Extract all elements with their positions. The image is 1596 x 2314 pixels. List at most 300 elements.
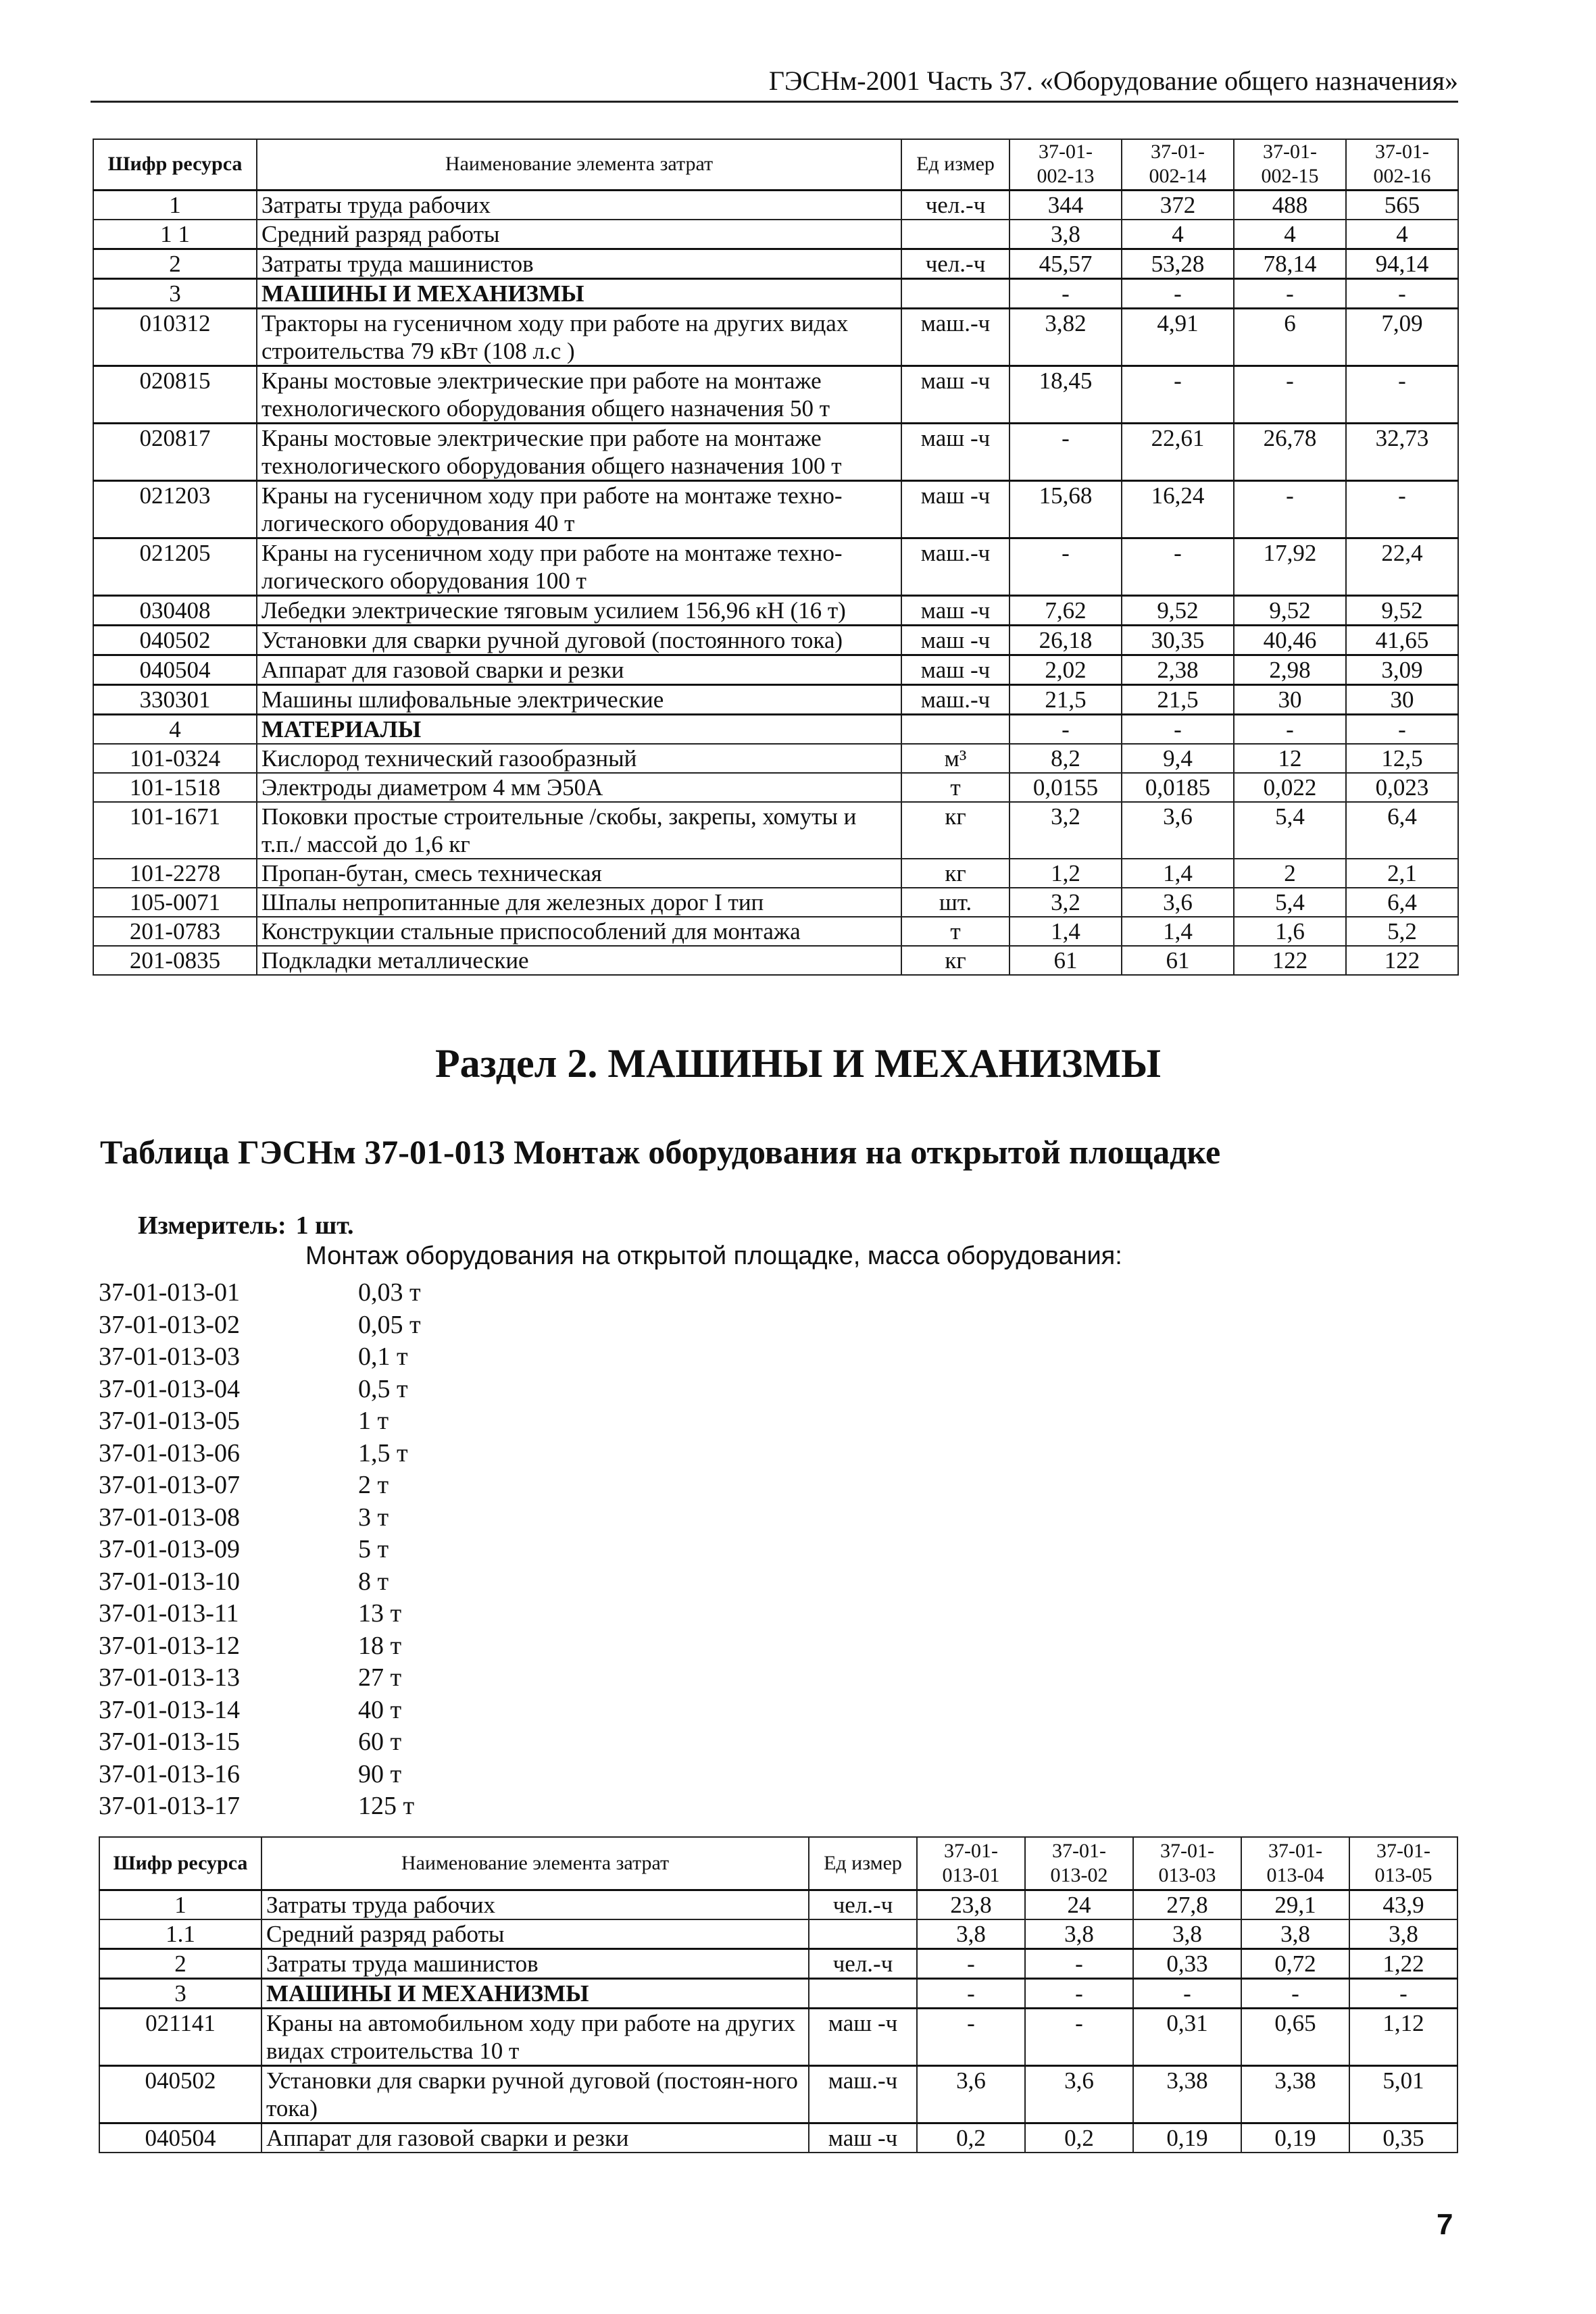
cell-code: 105-0071 xyxy=(93,888,257,917)
table-row xyxy=(99,2008,1457,2065)
cell-value: 12 xyxy=(1234,744,1346,773)
cell-unit: маш -ч xyxy=(901,423,1009,480)
cell-value: 344 xyxy=(1009,190,1122,220)
cell-name: Краны на автомобильном ходу при работе на других видах строительства 10 т xyxy=(261,2008,809,2065)
table-row xyxy=(93,655,1458,684)
cell-value: 565 xyxy=(1346,190,1458,220)
table-title: Таблица ГЭСНм 37-01-013 Монтаж оборудования на открытой площадке xyxy=(100,1133,1221,1171)
table-row xyxy=(93,480,1458,538)
table-row xyxy=(93,773,1458,802)
cell-value: 3,6 xyxy=(1025,2065,1133,2123)
variant-code: 37-01-013-06 xyxy=(99,1438,240,1467)
cell-value: 0,022 xyxy=(1234,773,1346,802)
cell-value: 0,19 xyxy=(1133,2123,1241,2153)
table-row xyxy=(99,2123,1457,2153)
variant-list xyxy=(99,1277,421,1823)
cell-unit xyxy=(809,1978,917,2008)
cell-value: 3,8 xyxy=(1025,1919,1133,1949)
cell-value: 0,0155 xyxy=(1009,773,1122,802)
cell-value: 5,4 xyxy=(1234,802,1346,859)
table-row xyxy=(93,278,1458,308)
table-row xyxy=(93,366,1458,423)
cell-code: 1 1 xyxy=(93,220,257,249)
cell-value: 1,6 xyxy=(1234,917,1346,946)
cell-value: 21,5 xyxy=(1122,684,1234,714)
cell-name: Шпалы непропитанные для железных дорог I тип xyxy=(257,888,901,917)
cell-name: Лебедки электрические тяговым усилием 156,96 кН (16 т) xyxy=(257,595,901,625)
cell-unit: чел.-ч xyxy=(901,249,1009,278)
cell-name: Средний разряд работы xyxy=(257,220,901,249)
cell-value: 61 xyxy=(1122,946,1234,975)
cell-value: 40,46 xyxy=(1234,625,1346,655)
cell-value: 6,4 xyxy=(1346,802,1458,859)
cell-value: 1,22 xyxy=(1349,1948,1457,1978)
table-row xyxy=(93,190,1458,220)
variant-code: 37-01-013-17 xyxy=(99,1792,240,1820)
cell-value: 4,91 xyxy=(1122,308,1234,366)
variant-code: 37-01-013-05 xyxy=(99,1407,240,1435)
cell-value: - xyxy=(1346,366,1458,423)
resource-table-002 xyxy=(93,139,1459,976)
cell-name: Краны на гусеничном ходу при работе на монтаже техно-логического оборудования 40 т xyxy=(257,480,901,538)
table-row xyxy=(99,1919,1457,1949)
cell-value: - xyxy=(1234,714,1346,744)
cell-name: Установки для сварки ручной дуговой (постоян-ного тока) xyxy=(261,2065,809,2123)
table-row xyxy=(93,220,1458,249)
col-header-variant: 37-01- 002-14 xyxy=(1122,139,1234,190)
variant-item xyxy=(99,1277,421,1309)
resource-table-013 xyxy=(99,1836,1458,2153)
cell-unit: маш -ч xyxy=(901,366,1009,423)
cell-value: - xyxy=(917,1978,1025,2008)
cell-value: 3,82 xyxy=(1009,308,1122,366)
table-row xyxy=(93,423,1458,480)
cell-code: 040504 xyxy=(99,2123,261,2153)
variant-code: 37-01-013-14 xyxy=(99,1695,240,1724)
cell-value: 372 xyxy=(1122,190,1234,220)
cell-name: Средний разряд работы xyxy=(261,1919,809,1949)
running-header: ГЭСНм-2001 Часть 37. «Оборудование общего назначения» xyxy=(91,65,1458,103)
cell-value: - xyxy=(1009,278,1122,308)
cell-value: 1,4 xyxy=(1122,917,1234,946)
cell-unit: чел.-ч xyxy=(901,190,1009,220)
cell-value: 2 xyxy=(1234,859,1346,888)
cell-value: - xyxy=(1133,1978,1241,2008)
cell-code: 4 xyxy=(93,714,257,744)
variant-item xyxy=(99,1566,421,1599)
variant-item xyxy=(99,1726,421,1759)
cell-value: 3,2 xyxy=(1009,802,1122,859)
variant-item xyxy=(99,1469,421,1502)
table-row xyxy=(93,538,1458,595)
measure-label: Измеритель: xyxy=(138,1211,286,1240)
cell-code: 020817 xyxy=(93,423,257,480)
variant-mass: 1 т xyxy=(358,1407,389,1435)
variant-item xyxy=(99,1438,421,1470)
cell-value: 53,28 xyxy=(1122,249,1234,278)
cell-name: Затраты труда машинистов xyxy=(257,249,901,278)
table-row xyxy=(93,308,1458,366)
variant-mass: 5 т xyxy=(358,1535,389,1563)
cell-value: 17,92 xyxy=(1234,538,1346,595)
cell-value: 6,4 xyxy=(1346,888,1458,917)
cell-code: 2 xyxy=(99,1948,261,1978)
cell-unit: маш -ч xyxy=(809,2008,917,2065)
cell-value: 3,38 xyxy=(1133,2065,1241,2123)
cell-value: - xyxy=(1122,278,1234,308)
variant-mass: 1,5 т xyxy=(358,1438,408,1467)
cell-value: 2,02 xyxy=(1009,655,1122,684)
variant-mass: 27 т xyxy=(358,1663,402,1692)
variant-item xyxy=(99,1309,421,1342)
cell-name: Краны мостовые электрические при работе на монтаже технологического оборудования общего назначения 50 т xyxy=(257,366,901,423)
cell-code: 021141 xyxy=(99,2008,261,2065)
cell-unit: т xyxy=(901,917,1009,946)
cell-value: 7,09 xyxy=(1346,308,1458,366)
cell-code: 3 xyxy=(99,1978,261,2008)
table-row xyxy=(93,744,1458,773)
cell-value: 5,2 xyxy=(1346,917,1458,946)
cell-name: МАШИНЫ И МЕХАНИЗМЫ xyxy=(257,278,901,308)
cell-code: 020815 xyxy=(93,366,257,423)
variant-code: 37-01-013-03 xyxy=(99,1342,240,1371)
table-row xyxy=(93,802,1458,859)
page-number: 7 xyxy=(1437,2208,1453,2241)
table-row xyxy=(93,249,1458,278)
table-row xyxy=(99,2065,1457,2123)
cell-code: 101-1671 xyxy=(93,802,257,859)
col-header-variant: 37-01- 013-05 xyxy=(1349,1837,1457,1890)
cell-value: 3,8 xyxy=(1133,1919,1241,1949)
cell-value: 41,65 xyxy=(1346,625,1458,655)
variant-item xyxy=(99,1405,421,1438)
cell-unit: чел.-ч xyxy=(809,1948,917,1978)
table-row xyxy=(93,595,1458,625)
col-header-name: Наименование элемента затрат xyxy=(261,1837,809,1890)
cell-value: 12,5 xyxy=(1346,744,1458,773)
cell-value: 3,2 xyxy=(1009,888,1122,917)
variant-mass: 2 т xyxy=(358,1471,389,1499)
cell-value: 9,4 xyxy=(1122,744,1234,773)
cell-value: 0,2 xyxy=(917,2123,1025,2153)
cell-value: 1,12 xyxy=(1349,2008,1457,2065)
col-header-code: Шифр ресурса xyxy=(93,139,257,190)
cell-unit: шт. xyxy=(901,888,1009,917)
col-header-variant: 37-01- 013-03 xyxy=(1133,1837,1241,1890)
cell-value: - xyxy=(1234,278,1346,308)
cell-value: 3,6 xyxy=(917,2065,1025,2123)
col-header-name: Наименование элемента затрат xyxy=(257,139,901,190)
variant-code: 37-01-013-16 xyxy=(99,1759,240,1788)
cell-value: 6 xyxy=(1234,308,1346,366)
table-row xyxy=(93,888,1458,917)
cell-name: Затраты труда рабочих xyxy=(257,190,901,220)
table-row xyxy=(93,917,1458,946)
cell-value: 43,9 xyxy=(1349,1890,1457,1919)
cell-value: 3,8 xyxy=(1009,220,1122,249)
variant-code: 37-01-013-02 xyxy=(99,1310,240,1339)
cell-value: 27,8 xyxy=(1133,1890,1241,1919)
cell-value: - xyxy=(1234,480,1346,538)
cell-unit: м³ xyxy=(901,744,1009,773)
variant-code: 37-01-013-09 xyxy=(99,1535,240,1563)
cell-value: 1,2 xyxy=(1009,859,1122,888)
table-row xyxy=(93,946,1458,975)
cell-value: 0,023 xyxy=(1346,773,1458,802)
cell-value: 5,4 xyxy=(1234,888,1346,917)
col-header-code: Шифр ресурса xyxy=(99,1837,261,1890)
cell-unit: кг xyxy=(901,859,1009,888)
cell-value: 9,52 xyxy=(1346,595,1458,625)
variant-item xyxy=(99,1341,421,1374)
cell-code: 1.1 xyxy=(99,1919,261,1949)
cell-value: 488 xyxy=(1234,190,1346,220)
cell-value: - xyxy=(1234,366,1346,423)
cell-code: 201-0783 xyxy=(93,917,257,946)
cell-value: 0,72 xyxy=(1241,1948,1349,1978)
cell-code: 2 xyxy=(93,249,257,278)
col-header-unit: Ед измер xyxy=(809,1837,917,1890)
cell-value: 122 xyxy=(1346,946,1458,975)
cell-unit xyxy=(809,1919,917,1949)
cell-code: 040502 xyxy=(93,625,257,655)
variant-mass: 90 т xyxy=(358,1759,402,1788)
variant-mass: 40 т xyxy=(358,1695,402,1724)
section-title: Раздел 2. МАШИНЫ И МЕХАНИЗМЫ xyxy=(435,1041,1161,1086)
measure-line xyxy=(138,1211,354,1240)
cell-value: - xyxy=(1346,480,1458,538)
variant-item xyxy=(99,1630,421,1663)
cell-code: 1 xyxy=(93,190,257,220)
variant-code: 37-01-013-13 xyxy=(99,1663,240,1692)
table-row xyxy=(99,1978,1457,2008)
cell-value: 21,5 xyxy=(1009,684,1122,714)
cell-name: Тракторы на гусеничном ходу при работе на других видах строительства 79 кВт (108 л.с ) xyxy=(257,308,901,366)
cell-name: Подкладки металлические xyxy=(257,946,901,975)
cell-unit: маш.-ч xyxy=(901,308,1009,366)
cell-value: 16,24 xyxy=(1122,480,1234,538)
cell-value: 94,14 xyxy=(1346,249,1458,278)
variant-item xyxy=(99,1534,421,1566)
cell-unit: маш -ч xyxy=(901,595,1009,625)
col-header-unit: Ед измер xyxy=(901,139,1009,190)
cell-value: 1,4 xyxy=(1009,917,1122,946)
cell-unit xyxy=(901,714,1009,744)
cell-value: 18,45 xyxy=(1009,366,1122,423)
cell-value: - xyxy=(1346,714,1458,744)
cell-name: Конструкции стальные приспособлений для монтажа xyxy=(257,917,901,946)
cell-code: 1 xyxy=(99,1890,261,1919)
col-header-variant: 37-01- 002-16 xyxy=(1346,139,1458,190)
cell-value: - xyxy=(1122,714,1234,744)
cell-value: - xyxy=(1025,1948,1133,1978)
cell-unit: маш -ч xyxy=(901,625,1009,655)
cell-value: - xyxy=(1122,538,1234,595)
cell-unit: маш -ч xyxy=(901,655,1009,684)
cell-name: Пропан-бутан, смесь техническая xyxy=(257,859,901,888)
cell-value: 32,73 xyxy=(1346,423,1458,480)
cell-value: 24 xyxy=(1025,1890,1133,1919)
cell-name: Затраты труда машинистов xyxy=(261,1948,809,1978)
cell-code: 330301 xyxy=(93,684,257,714)
table-row xyxy=(93,714,1458,744)
cell-value: 4 xyxy=(1122,220,1234,249)
cell-value: 3,09 xyxy=(1346,655,1458,684)
table-header-row xyxy=(93,139,1458,190)
cell-value: 29,1 xyxy=(1241,1890,1349,1919)
cell-unit: маш.-ч xyxy=(901,538,1009,595)
cell-unit xyxy=(901,220,1009,249)
cell-unit: кг xyxy=(901,802,1009,859)
cell-name: Краны мостовые электрические при работе на монтаже технологического оборудования общего назначения 100 т xyxy=(257,423,901,480)
cell-code: 040502 xyxy=(99,2065,261,2123)
variant-code: 37-01-013-10 xyxy=(99,1567,240,1596)
variant-item xyxy=(99,1502,421,1534)
table-row xyxy=(93,625,1458,655)
cell-name: МАТЕРИАЛЫ xyxy=(257,714,901,744)
cell-name: Аппарат для газовой сварки и резки xyxy=(261,2123,809,2153)
cell-code: 021203 xyxy=(93,480,257,538)
variant-item xyxy=(99,1759,421,1791)
variant-mass: 13 т xyxy=(358,1599,402,1628)
cell-value: 3,8 xyxy=(917,1919,1025,1949)
table-row xyxy=(93,684,1458,714)
cell-value: 0,33 xyxy=(1133,1948,1241,1978)
col-header-variant: 37-01- 013-02 xyxy=(1025,1837,1133,1890)
variant-mass: 125 т xyxy=(358,1792,415,1820)
variant-mass: 0,1 т xyxy=(358,1342,408,1371)
measure-value: 1 шт. xyxy=(295,1211,354,1240)
cell-value: 2,1 xyxy=(1346,859,1458,888)
table-row xyxy=(93,859,1458,888)
cell-value: 7,62 xyxy=(1009,595,1122,625)
cell-name: Кислород технический газообразный xyxy=(257,744,901,773)
cell-unit: маш -ч xyxy=(809,2123,917,2153)
variant-mass: 0,03 т xyxy=(358,1278,421,1307)
cell-value: - xyxy=(1009,423,1122,480)
cell-code: 040504 xyxy=(93,655,257,684)
cell-value: - xyxy=(1009,538,1122,595)
cell-name: Поковки простые строительные /скобы, закрепы, хомуты и т.п./ массой до 1,6 кг xyxy=(257,802,901,859)
cell-name: МАШИНЫ И МЕХАНИЗМЫ xyxy=(261,1978,809,2008)
cell-value: 30 xyxy=(1346,684,1458,714)
cell-value: 26,78 xyxy=(1234,423,1346,480)
cell-unit: маш.-ч xyxy=(809,2065,917,2123)
variant-mass: 0,05 т xyxy=(358,1310,421,1339)
cell-value: 3,8 xyxy=(1241,1919,1349,1949)
cell-value: - xyxy=(1346,278,1458,308)
cell-value: 4 xyxy=(1234,220,1346,249)
variant-code: 37-01-013-01 xyxy=(99,1278,240,1307)
cell-code: 021205 xyxy=(93,538,257,595)
cell-code: 201-0835 xyxy=(93,946,257,975)
variant-code: 37-01-013-04 xyxy=(99,1374,240,1403)
cell-value: 0,0185 xyxy=(1122,773,1234,802)
variant-item xyxy=(99,1694,421,1727)
cell-value: 0,35 xyxy=(1349,2123,1457,2153)
cell-value: 3,6 xyxy=(1122,888,1234,917)
table-row xyxy=(99,1948,1457,1978)
table-body xyxy=(93,190,1458,975)
cell-unit: маш.-ч xyxy=(901,684,1009,714)
cell-value: 1,4 xyxy=(1122,859,1234,888)
variant-item xyxy=(99,1662,421,1694)
cell-unit: маш -ч xyxy=(901,480,1009,538)
variant-item xyxy=(99,1790,421,1823)
table-header-row xyxy=(99,1837,1457,1890)
cell-value: 2,38 xyxy=(1122,655,1234,684)
variant-code: 37-01-013-08 xyxy=(99,1503,240,1532)
cell-name: Краны на гусеничном ходу при работе на монтаже техно-логического оборудования 100 т xyxy=(257,538,901,595)
variant-item xyxy=(99,1374,421,1406)
cell-value: - xyxy=(1025,2008,1133,2065)
cell-value: 5,01 xyxy=(1349,2065,1457,2123)
cell-value: 9,52 xyxy=(1122,595,1234,625)
cell-value: 0,65 xyxy=(1241,2008,1349,2065)
variant-mass: 0,5 т xyxy=(358,1374,408,1403)
cell-value: 0,2 xyxy=(1025,2123,1133,2153)
table-row xyxy=(99,1890,1457,1919)
cell-code: 030408 xyxy=(93,595,257,625)
variant-code: 37-01-013-12 xyxy=(99,1631,240,1660)
cell-name: Затраты труда рабочих xyxy=(261,1890,809,1919)
cell-value: 3,6 xyxy=(1122,802,1234,859)
cell-value: 22,4 xyxy=(1346,538,1458,595)
cell-value: 3,8 xyxy=(1349,1919,1457,1949)
cell-value: 23,8 xyxy=(917,1890,1025,1919)
cell-name: Электроды диаметром 4 мм Э50А xyxy=(257,773,901,802)
cell-value: 2,98 xyxy=(1234,655,1346,684)
cell-value: 0,31 xyxy=(1133,2008,1241,2065)
col-header-variant: 37-01- 013-04 xyxy=(1241,1837,1349,1890)
cell-value: 122 xyxy=(1234,946,1346,975)
cell-unit xyxy=(901,278,1009,308)
cell-value: - xyxy=(917,2008,1025,2065)
variant-mass: 8 т xyxy=(358,1567,389,1596)
cell-value: - xyxy=(1241,1978,1349,2008)
cell-code: 101-0324 xyxy=(93,744,257,773)
cell-unit: т xyxy=(901,773,1009,802)
cell-value: 0,19 xyxy=(1241,2123,1349,2153)
variant-mass: 60 т xyxy=(358,1728,402,1756)
cell-value: 30,35 xyxy=(1122,625,1234,655)
cell-value: - xyxy=(1009,714,1122,744)
col-header-variant: 37-01- 002-13 xyxy=(1009,139,1122,190)
variant-code: 37-01-013-11 xyxy=(99,1599,239,1628)
cell-value: 9,52 xyxy=(1234,595,1346,625)
variant-mass: 18 т xyxy=(358,1631,402,1660)
cell-value: 22,61 xyxy=(1122,423,1234,480)
cell-value: - xyxy=(1122,366,1234,423)
cell-value: - xyxy=(1349,1978,1457,2008)
cell-value: 8,2 xyxy=(1009,744,1122,773)
cell-value: - xyxy=(917,1948,1025,1978)
variant-mass: 3 т xyxy=(358,1503,389,1532)
cell-value: 61 xyxy=(1009,946,1122,975)
cell-value: 4 xyxy=(1346,220,1458,249)
variant-code: 37-01-013-15 xyxy=(99,1728,240,1756)
cell-value: - xyxy=(1025,1978,1133,2008)
cell-code: 010312 xyxy=(93,308,257,366)
variant-code: 37-01-013-07 xyxy=(99,1471,240,1499)
cell-name: Аппарат для газовой сварки и резки xyxy=(257,655,901,684)
cell-value: 3,38 xyxy=(1241,2065,1349,2123)
cell-value: 15,68 xyxy=(1009,480,1122,538)
cell-unit: кг xyxy=(901,946,1009,975)
cell-code: 101-1518 xyxy=(93,773,257,802)
cell-name: Машины шлифовальные электрические xyxy=(257,684,901,714)
col-header-variant: 37-01- 013-01 xyxy=(917,1837,1025,1890)
